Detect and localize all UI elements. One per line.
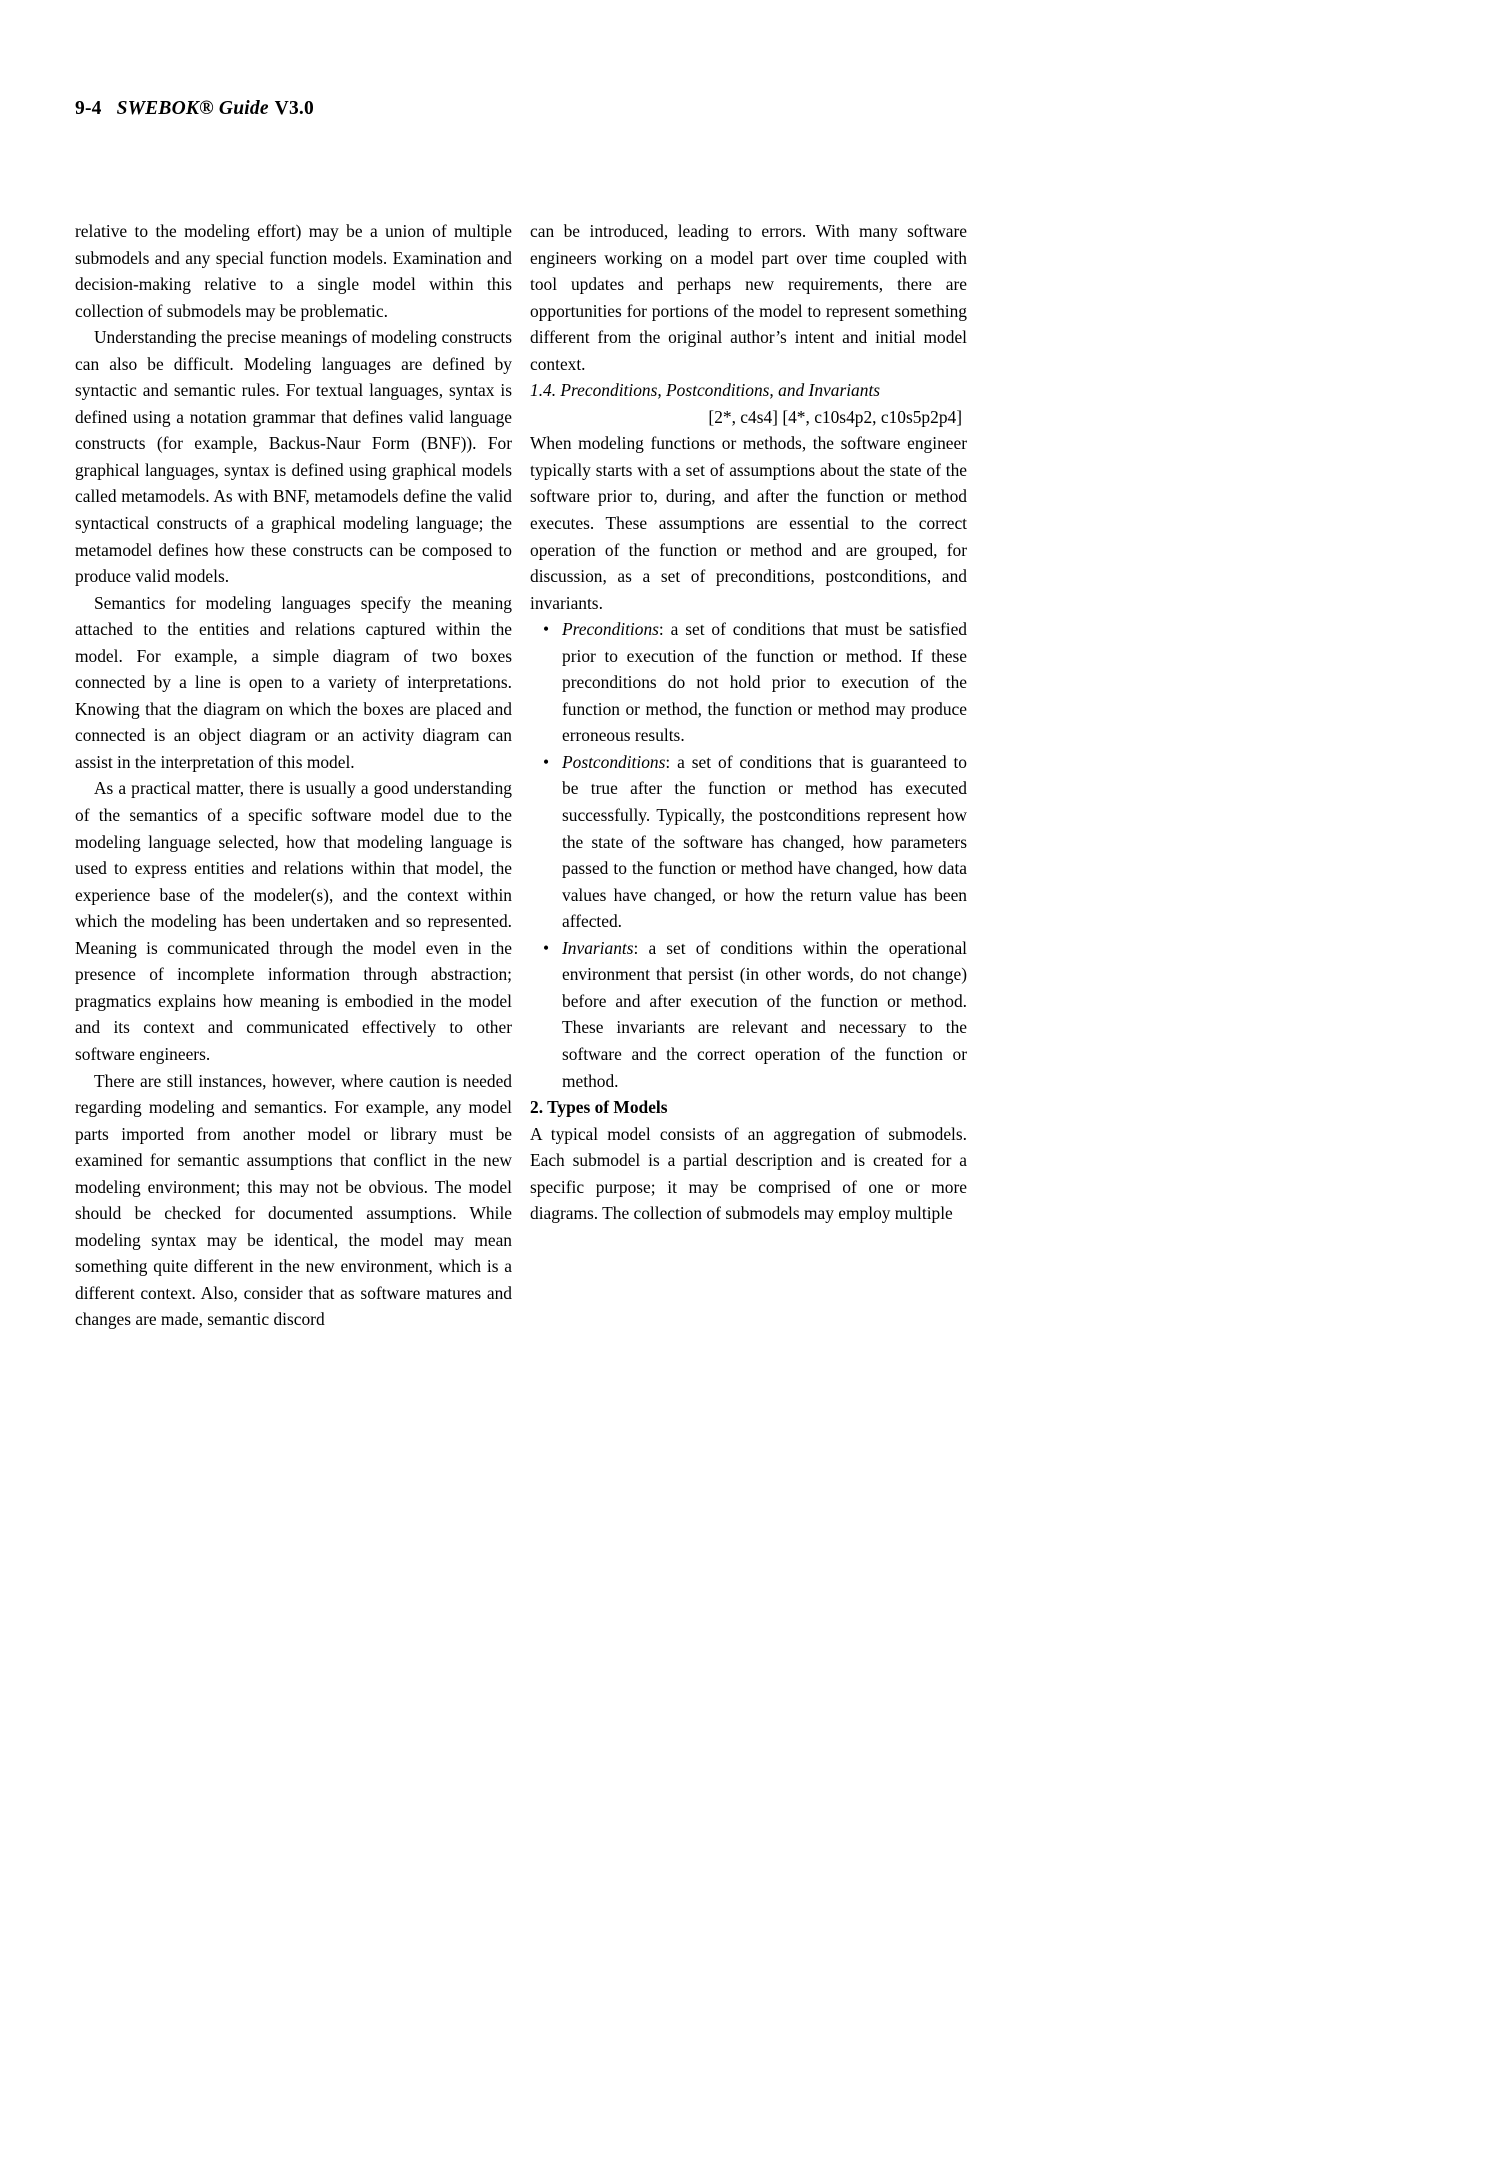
bullet-icon: • [543,619,550,640]
book-version: V3.0 [274,98,314,119]
list-item-term: Invariants [562,937,634,958]
list-item [530,749,967,935]
list-item-term: Postconditions [562,751,666,772]
bullet-icon: • [543,937,550,958]
left-column [75,218,512,2028]
paragraph: relative to the modeling effort) may be a union of multiple submodels and any special function models. Examination and decision-making relative to a single model within this collection of submodels may be problematic. [75,221,512,321]
paragraph: As a practical matter, there is usually a good understanding of the semantics of a specific software model due to the modeling language selected, how that modeling language is used to express entities and relations within that model, the experience base of the modeler(s), and the context within which the modeling has been undertaken and so represented. Meaning is communicated through the model even in the presence of incomplete information through abstraction; pragmatics explains how meaning is embodied in the model and its context and communicated effectively to other software engineers. [75,778,512,1064]
definition-bullet-list [530,616,967,1094]
book-title: SWEBOK® Guide [116,98,269,119]
paragraph: A typical model consists of an aggregation of submodels. Each submodel is a partial description and is created for a specific purpose; it may be comprised of one or more diagrams. The collection of submodels may employ multiple [530,1123,967,1224]
list-item-term: Preconditions [562,619,659,640]
paragraph: can be introduced, leading to errors. With many software engineers working on a model part over time coupled with tool updates and perhaps new requirements, there are opportunities for portions of the model to represent something different from the original author’s intent and initial model context. [530,221,967,374]
paragraph: There are still instances, however, where caution is needed regarding modeling and semantics. For example, any model parts imported from another model or library must be examined for semantic assumptions that conflict in the new modeling environment; this may not be obvious. The model should be checked for documented assumptions. While modeling syntax may be identical, the model may mean something quite different in the new environment, which is a different context. Also, consider that as software matures and changes are made, semantic discord [75,1070,512,1330]
list-item [530,616,967,749]
bullet-icon: • [543,751,550,772]
paragraph: Understanding the precise meanings of modeling constructs can also be difficult. Modeling languages are defined by syntactic and semantic rules. For textual languages, syntax is defined using a notation grammar that defines valid language constructs (for example, Backus-Naur Form (BNF)). For graphical languages, syntax is defined using graphical models called metamodels. As with BNF, metamodels define the valid syntactical constructs of a graphical modeling language; the metamodel defines how these constructs can be composed to produce valid models. [75,327,512,587]
paragraph: When modeling functions or methods, the software engineer typically starts with a set of assumptions about the state of the software prior to, during, and after the function or method executes. These assumptions are essential to the correct operation of the function or method and are grouped, for discussion, as a set of preconditions, postconditions, and invariants. [530,433,967,613]
section-heading-1-4: 1.4. Preconditions, Postconditions, and Invariants [530,380,881,401]
paragraph: Semantics for modeling languages specify the meaning attached to the entities and relations captured within the model. For example, a simple diagram of two boxes connected by a line is open to a variety of interpretations. Knowing that the diagram on which the boxes are placed and connected is an object diagram or an activity diagram can assist in the interpretation of this model. [75,592,512,772]
list-item-text: : a set of conditions within the operational environment that persist (in other words, do not change) before and after execution of the function or method. These invariants are relevant and necessary to the software and the correct operation of the function or method. [562,937,967,1091]
reference-citation: [2*, c4s4] [4*, c10s4p2, c10s5p2p4] [708,406,962,427]
right-column [530,218,967,2028]
list-item [530,935,967,1094]
running-head [75,98,314,120]
page-folio: 9-4 [75,98,102,119]
section-heading-2: 2. Types of Models [530,1097,668,1118]
list-item-text: : a set of conditions that must be satisfied prior to execution of the function or method. If these preconditions do not hold prior to execution of the function or method, the function or method may produce erroneous results. [562,619,967,746]
list-item-text: : a set of conditions that is guaranteed to be true after the function or method has executed successfully. Typically, the postconditions represent how the state of the software has changed, how parameters passed to the function or method have changed, how data values have changed, or how the return value has been affected. [562,751,967,932]
two-column-body [75,218,967,2028]
